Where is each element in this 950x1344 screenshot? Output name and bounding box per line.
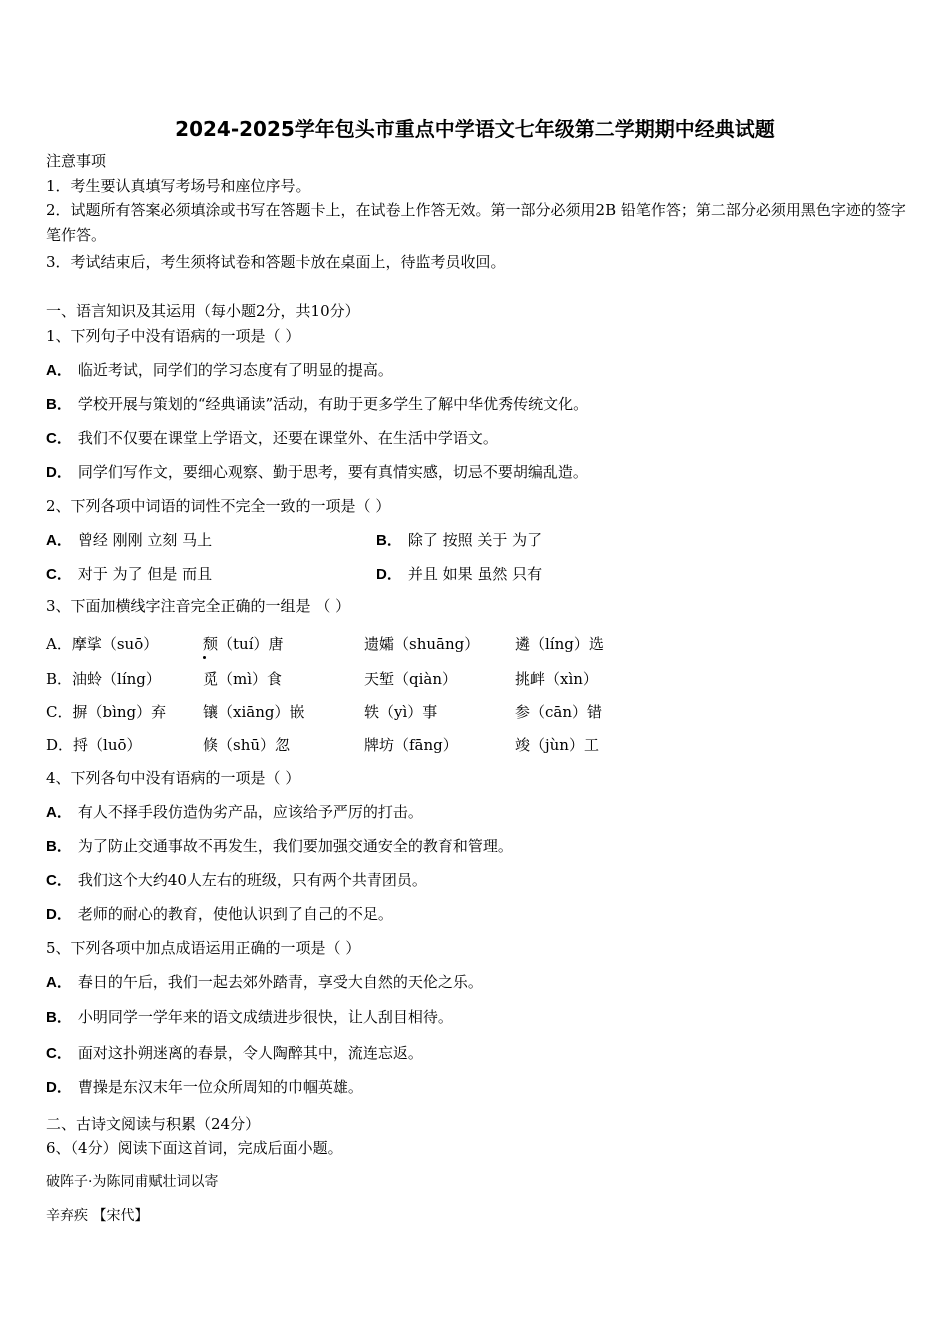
poem-title: 破阵子·为陈同甫赋壮词以寄 [46,1174,219,1190]
q3-row-a-cell-1: A．摩挲（suō） [46,635,159,653]
notice-item-2: 2．试题所有答案必须填涂或书写在答题卡上，在试卷上作答无效。第一部分必须用2B 铅笔作答；第二部分必须用黑色字迹的签字笔作答。 [46,201,906,244]
poem-author: 辛弃疾 【宋代】 [46,1208,149,1224]
q2-option-d: D． 并且 如果 虽然 只有 [376,565,543,583]
q5-option-a: A． 春日的午后，我们一起去郊外踏青，享受大自然的天伦之乐。 [46,973,483,991]
page-title: 2024-2025学年包头市重点中学语文七年级第二学期期中经典试题 [175,117,775,141]
q4-option-c: C． 我们这个大约40人左右的班级，只有两个共青团员。 [46,871,427,889]
q1-option-d: D． 同学们写作文，要细心观察、勤于思考，要有真情实感，切忌不要胡编乱造。 [46,463,588,481]
q3-row-a-cell-2: 颓（tuí）唐 [203,634,284,654]
q3-row-c-cell-4: 参（cān）错 [515,703,603,721]
q3-row-d-cell-2: 倏（shū）忽 [203,736,291,754]
q5-option-c: C． 面对这扑朔迷离的春景，令人陶醉其中，流连忘返。 [46,1044,423,1062]
q4-option-b: B． 为了防止交通事故不再发生，我们要加强交通安全的教育和管理。 [46,837,513,855]
q3-row-b-cell-4: 挑衅（xìn） [515,670,598,688]
section1-heading: 一、语言知识及其运用（每小题2分，共10分） [46,302,360,320]
q3-row-a-cell-3: 遗孀（shuāng） [364,635,480,653]
q3-row-a-cell-4: 遴（líng）选 [515,635,604,653]
q3-row-c-cell-1: C．摒（bìng）弃 [46,703,167,721]
q3-row-c-cell-2: 镶（xiāng）嵌 [203,703,305,721]
q5-option-d: D． 曹操是东汉末年一位众所周知的巾帼英雄。 [46,1078,363,1096]
emphasis-dot [203,656,206,659]
q2-option-a: A． 曾经 刚刚 立刻 马上 [46,531,213,549]
q5-stem: 5、下列各项中加点成语运用正确的一项是（ ） [46,939,361,957]
q5-option-b: B． 小明同学一学年来的语文成绩进步很快，让人刮目相待。 [46,1008,453,1026]
q3-row-b-cell-3: 天堑（qiàn） [364,670,458,688]
q6-stem: 6、（4分）阅读下面这首词，完成后面小题。 [46,1139,343,1157]
q3-row-d-cell-3: 牌坊（fāng） [364,736,458,754]
notice-item-3: 3．考试结束后，考生须将试卷和答题卡放在桌面上，待监考员收回。 [46,253,506,271]
q1-stem: 1、下列句子中没有语病的一项是（ ） [46,327,301,345]
q2-option-b: B． 除了 按照 关于 为了 [376,531,543,549]
q1-option-c: C． 我们不仅要在课堂上学语文，还要在课堂外、在生活中学语文。 [46,429,498,447]
q4-option-d: D． 老师的耐心的教育，使他认识到了自己的不足。 [46,905,393,923]
q2-option-c: C． 对于 为了 但是 而且 [46,565,213,583]
q3-row-d-cell-1: D．捋（luō） [46,736,142,754]
q1-option-b: B． 学校开展与策划的“经典诵读”活动，有助于更多学生了解中华优秀传统文化。 [46,395,589,413]
notice-heading: 注意事项 [46,152,107,170]
q3-row-d-cell-4: 竣（jùn）工 [515,736,599,754]
q3-stem: 3、下面加横线字注音完全正确的一组是 （ ） [46,597,351,615]
q1-option-a: A． 临近考试，同学们的学习态度有了明显的提高。 [46,361,393,379]
notice-item-1: 1．考生要认真填写考场号和座位序号。 [46,177,311,195]
section2-heading: 二、古诗文阅读与积累（24分） [46,1115,261,1133]
q3-row-c-cell-3: 轶（yì）事 [364,703,438,721]
q4-stem: 4、下列各句中没有语病的一项是（ ） [46,769,301,787]
q4-option-a: A． 有人不择手段仿造伪劣产品，应该给予严厉的打击。 [46,803,423,821]
q3-row-b-cell-2: 觅（mì）食 [203,670,283,688]
q2-stem: 2、下列各项中词语的词性不完全一致的一项是（ ） [46,497,391,515]
q3-row-b-cell-1: B．油蛉（líng） [46,670,161,688]
